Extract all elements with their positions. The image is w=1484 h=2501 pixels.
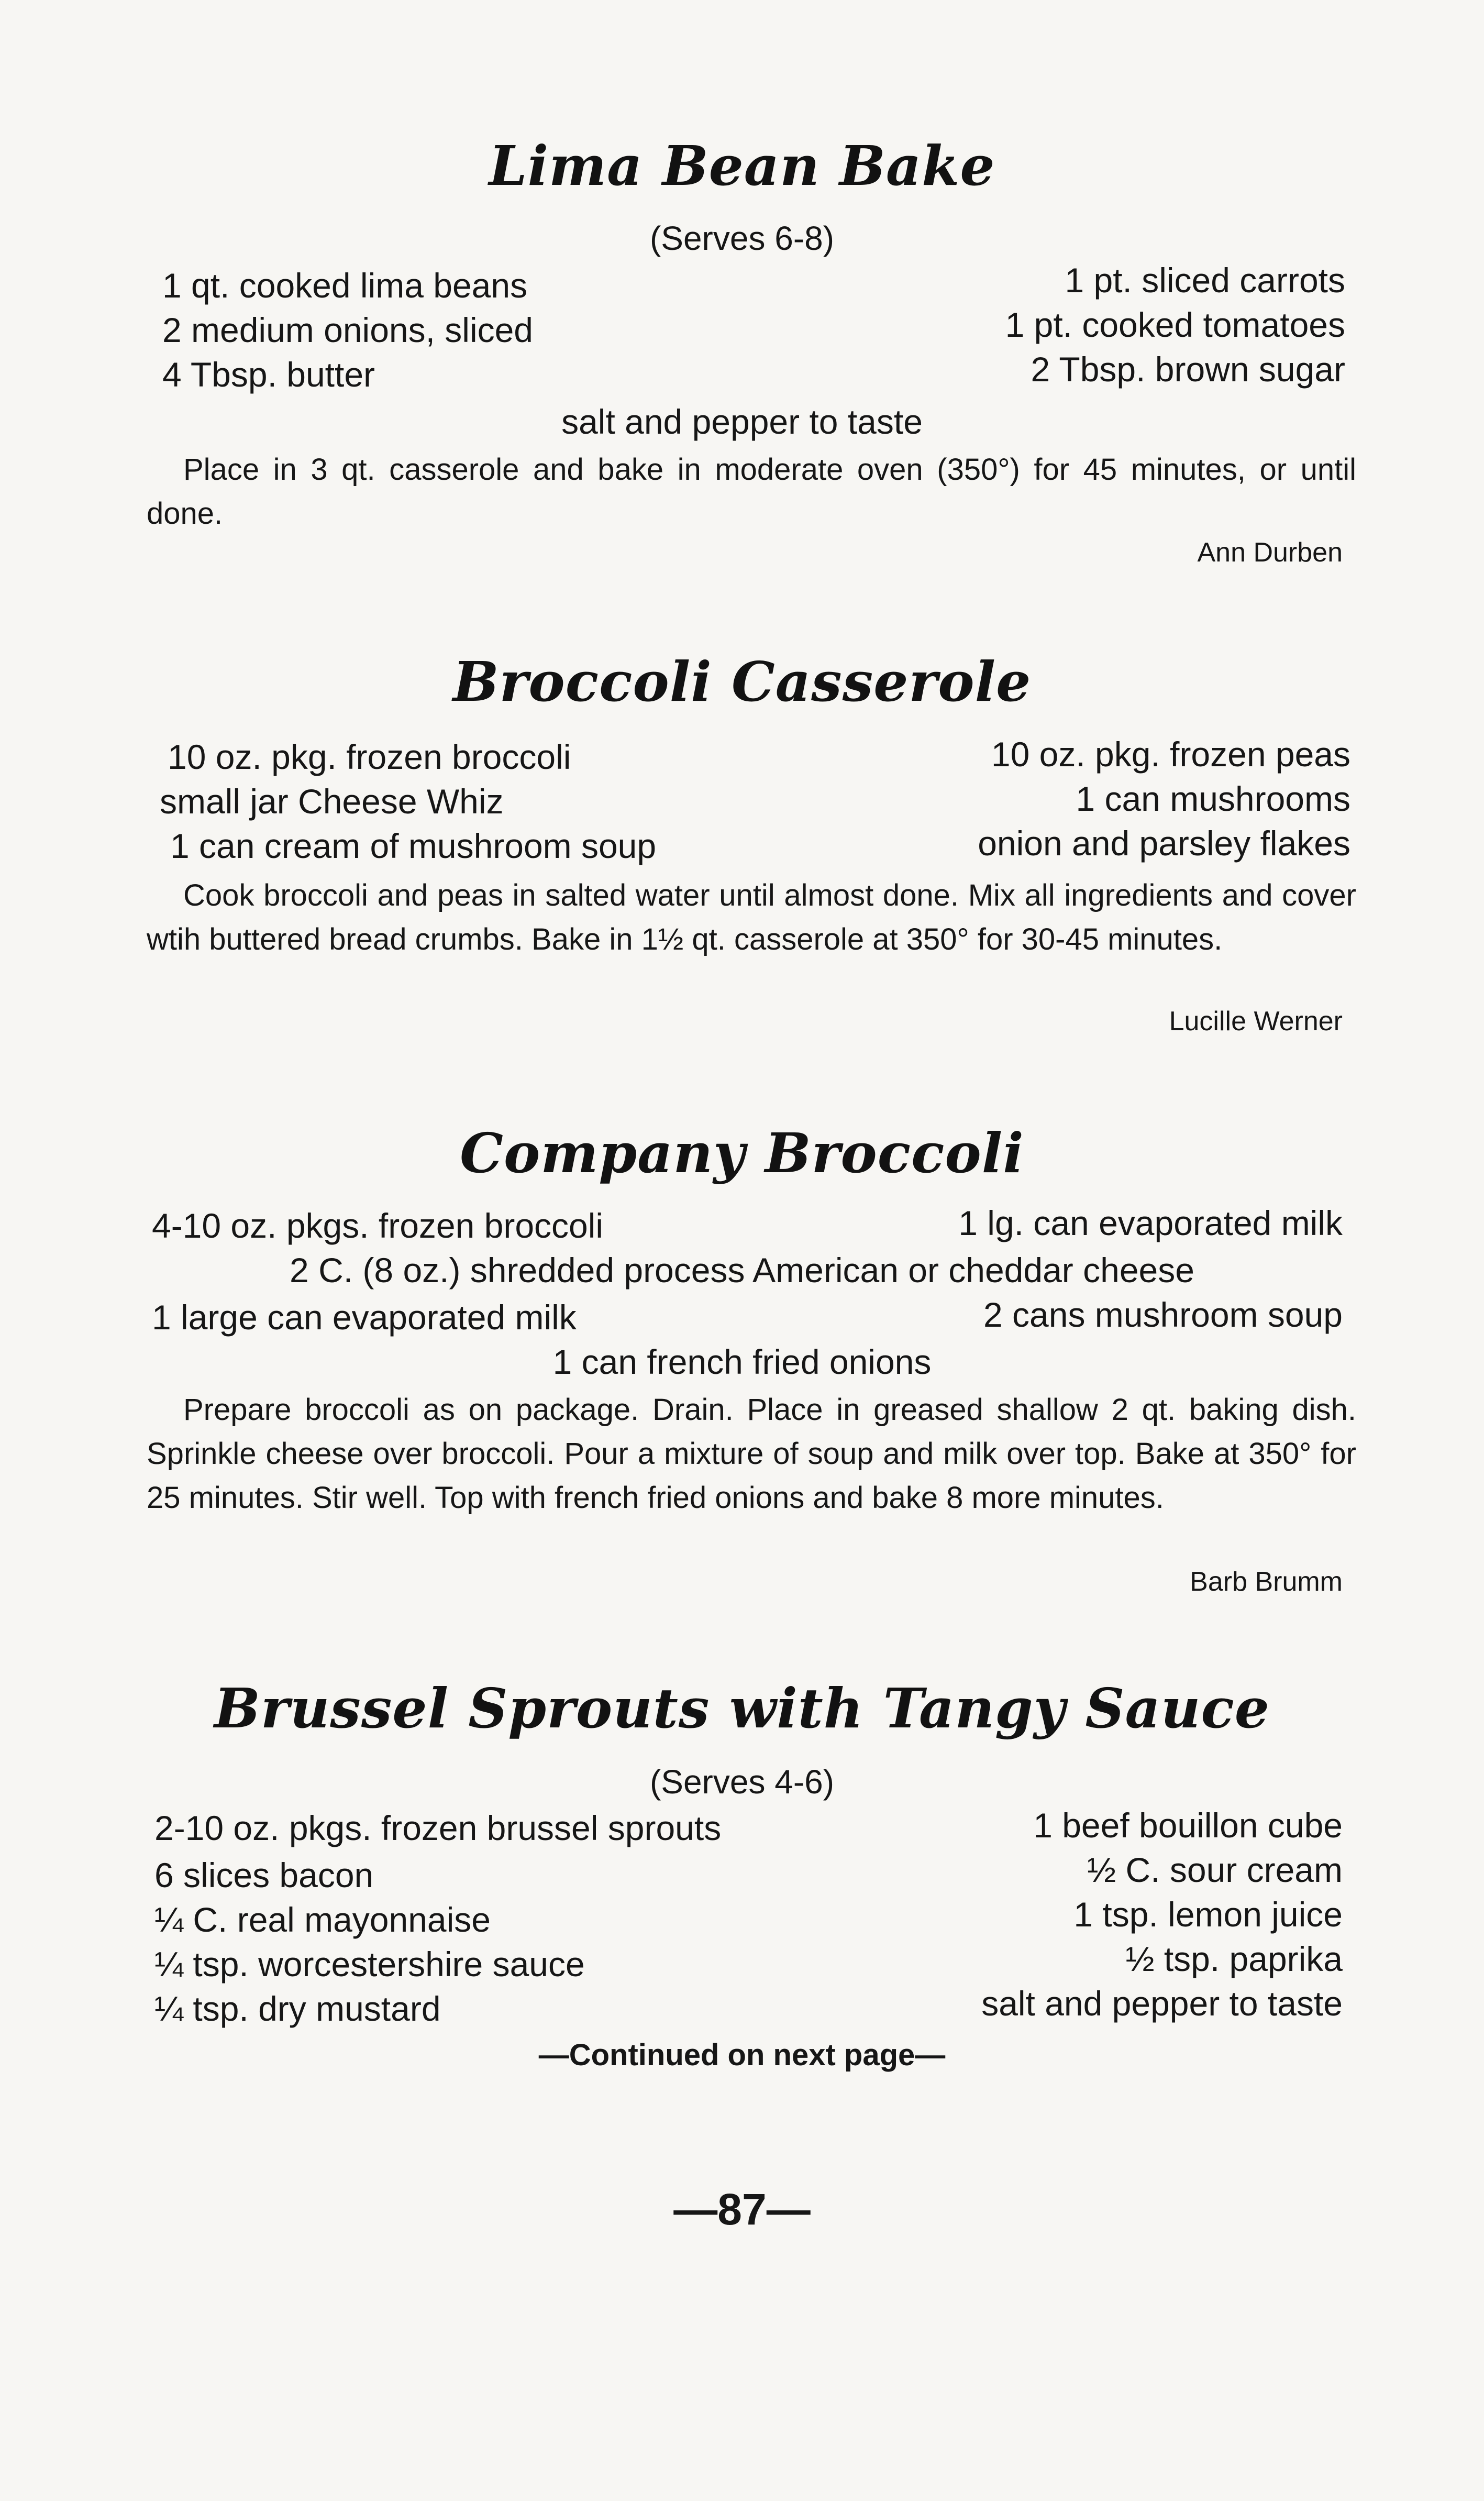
recipe-title: Broccoli Casserole <box>452 649 1032 714</box>
recipe-title: Brussel Sprouts with Tangy Sauce <box>214 1676 1270 1740</box>
ingredient: 10 oz. pkg. frozen broccoli <box>168 737 571 776</box>
ingredient: 6 slices bacon <box>154 1856 374 1894</box>
ingredient: 2 C. (8 oz.) shredded process American or cheddar cheese <box>290 1251 1194 1290</box>
ingredient: 10 oz. pkg. frozen peas <box>991 735 1350 774</box>
ingredient: 4-10 oz. pkgs. frozen broccoli <box>152 1206 604 1245</box>
ingredient: 2 cans mushroom soup <box>983 1295 1343 1334</box>
ingredient: 1 can mushrooms <box>1076 779 1350 818</box>
page-number: —87— <box>673 2185 811 2234</box>
recipe-serves: (Serves 4-6) <box>649 1763 835 1801</box>
ingredient: 1 pt. cooked tomatoes <box>1005 305 1345 344</box>
recipe-title: Company Broccoli <box>460 1121 1024 1185</box>
ingredient: 4 Tbsp. butter <box>162 355 375 394</box>
recipe-directions: Prepare broccoli as on package. Drain. Place in greased shallow 2 qt. baking dish. Sprinkle cheese over broccoli. Pour a mixture of soup and milk over top. Bake at 350° for 25 minutes. Stir well. Top with french fried onions and bake 8 more minutes. <box>147 1393 1356 1515</box>
ingredient: 1 tsp. lemon juice <box>1073 1895 1343 1934</box>
ingredient: salt and pepper to taste <box>981 1984 1343 2023</box>
ingredient: 2 medium onions, sliced <box>162 311 534 349</box>
recipe-title: Lima Bean Bake <box>489 134 995 198</box>
ingredient: small jar Cheese Whiz <box>160 782 504 821</box>
recipe-author: Lucille Werner <box>1169 1006 1343 1037</box>
ingredient: ¼ tsp. dry mustard <box>154 1989 441 2028</box>
ingredient: 2-10 oz. pkgs. frozen brussel sprouts <box>154 1809 722 1847</box>
ingredient: ¼ tsp. worcestershire sauce <box>154 1945 585 1984</box>
ingredient: ½ C. sour cream <box>1087 1850 1343 1889</box>
ingredient: salt and pepper to taste <box>561 402 923 441</box>
ingredient: 1 large can evaporated milk <box>152 1298 577 1337</box>
recipe-directions: Cook broccoli and peas in salted water until almost done. Mix all ingredients and cover wtih buttered bread crumbs. Bake in 1½ qt. casserole at 350° for 30-45 minutes. <box>147 878 1356 956</box>
recipe-author: Ann Durben <box>1197 537 1343 568</box>
ingredient: 1 can french fried onions <box>552 1342 932 1381</box>
recipe-serves: (Serves 6-8) <box>649 219 835 257</box>
continued-notice: —Continued on next page— <box>538 2038 946 2072</box>
ingredient: 1 lg. can evaporated milk <box>958 1204 1343 1242</box>
ingredient: 1 qt. cooked lima beans <box>162 266 528 305</box>
ingredient: ½ tsp. paprika <box>1125 1940 1343 1978</box>
recipe-author: Barb Brumm <box>1190 1567 1343 1597</box>
ingredient: 2 Tbsp. brown sugar <box>1031 350 1345 389</box>
ingredient: ¼ C. real mayonnaise <box>154 1900 491 1939</box>
ingredient: 1 beef bouillon cube <box>1033 1806 1343 1845</box>
ingredient: 1 can cream of mushroom soup <box>170 827 657 865</box>
ingredient: onion and parsley flakes <box>978 824 1350 863</box>
ingredient: 1 pt. sliced carrots <box>1065 261 1345 300</box>
recipe-directions: Place in 3 qt. casserole and bake in moderate oven (350°) for 45 minutes, or until done. <box>147 453 1356 531</box>
